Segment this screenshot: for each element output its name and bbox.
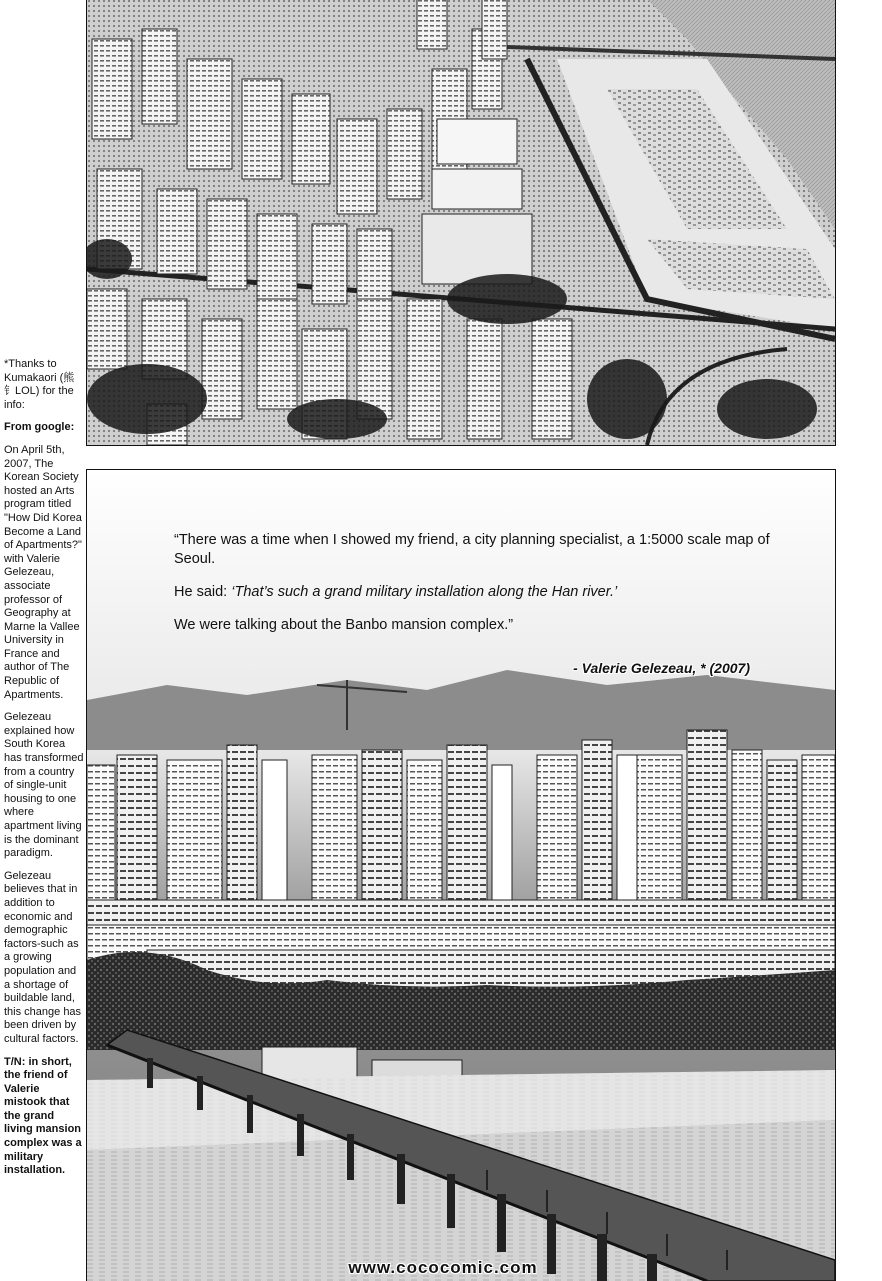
quote-attribution: - Valerie Gelezeau, * (2007)	[573, 660, 750, 676]
aerial-city-panel	[86, 0, 836, 446]
quote-caption	[174, 531, 774, 649]
thanks-note: *Thanks to Kumakaori (熊钅LOL) for the info:	[4, 358, 75, 411]
quote-line-3: We were talking about the Banbo mansion complex.”	[174, 617, 514, 633]
translator-notes	[4, 358, 84, 1187]
translator-note: T/N: in short, the friend of Valerie mistook that the grand living mansion complex was a military installation.	[4, 1055, 82, 1177]
source-label: From google:	[4, 421, 75, 434]
quote-line-2	[174, 583, 774, 602]
note-paragraph-3: Gelezeau believes that in addition to economic and demographic factors-such as a growing population and a shortage of buildable land, this change has been driven by cultural factors.	[4, 869, 82, 1045]
quote-line-1: “There was a time when I showed my friend, a city planning specialist, a 1:5000 scale map of Seoul.	[174, 532, 770, 567]
quote-line-2-prefix: He said:	[174, 584, 232, 600]
note-paragraph-1: On April 5th, 2007, The Korean Society hosted an Arts program titled "How Did Korea Become a Land of Apartments?" with Valerie Gelezeau, associate professor of Geography at Marne la Vallee University in France and author of The Republic of Apartments.	[4, 443, 82, 701]
quote-line-2-italic: ‘That’s such a grand military installation along the Han river.’	[231, 584, 618, 600]
aerial-city-illustration	[87, 0, 835, 445]
note-paragraph-2: Gelezeau explained how South Korea has transformed from a country of single-unit housing to one where apartment living is the dominant paradigm.	[4, 711, 84, 860]
site-watermark: www.cococomic.com	[348, 1258, 538, 1277]
